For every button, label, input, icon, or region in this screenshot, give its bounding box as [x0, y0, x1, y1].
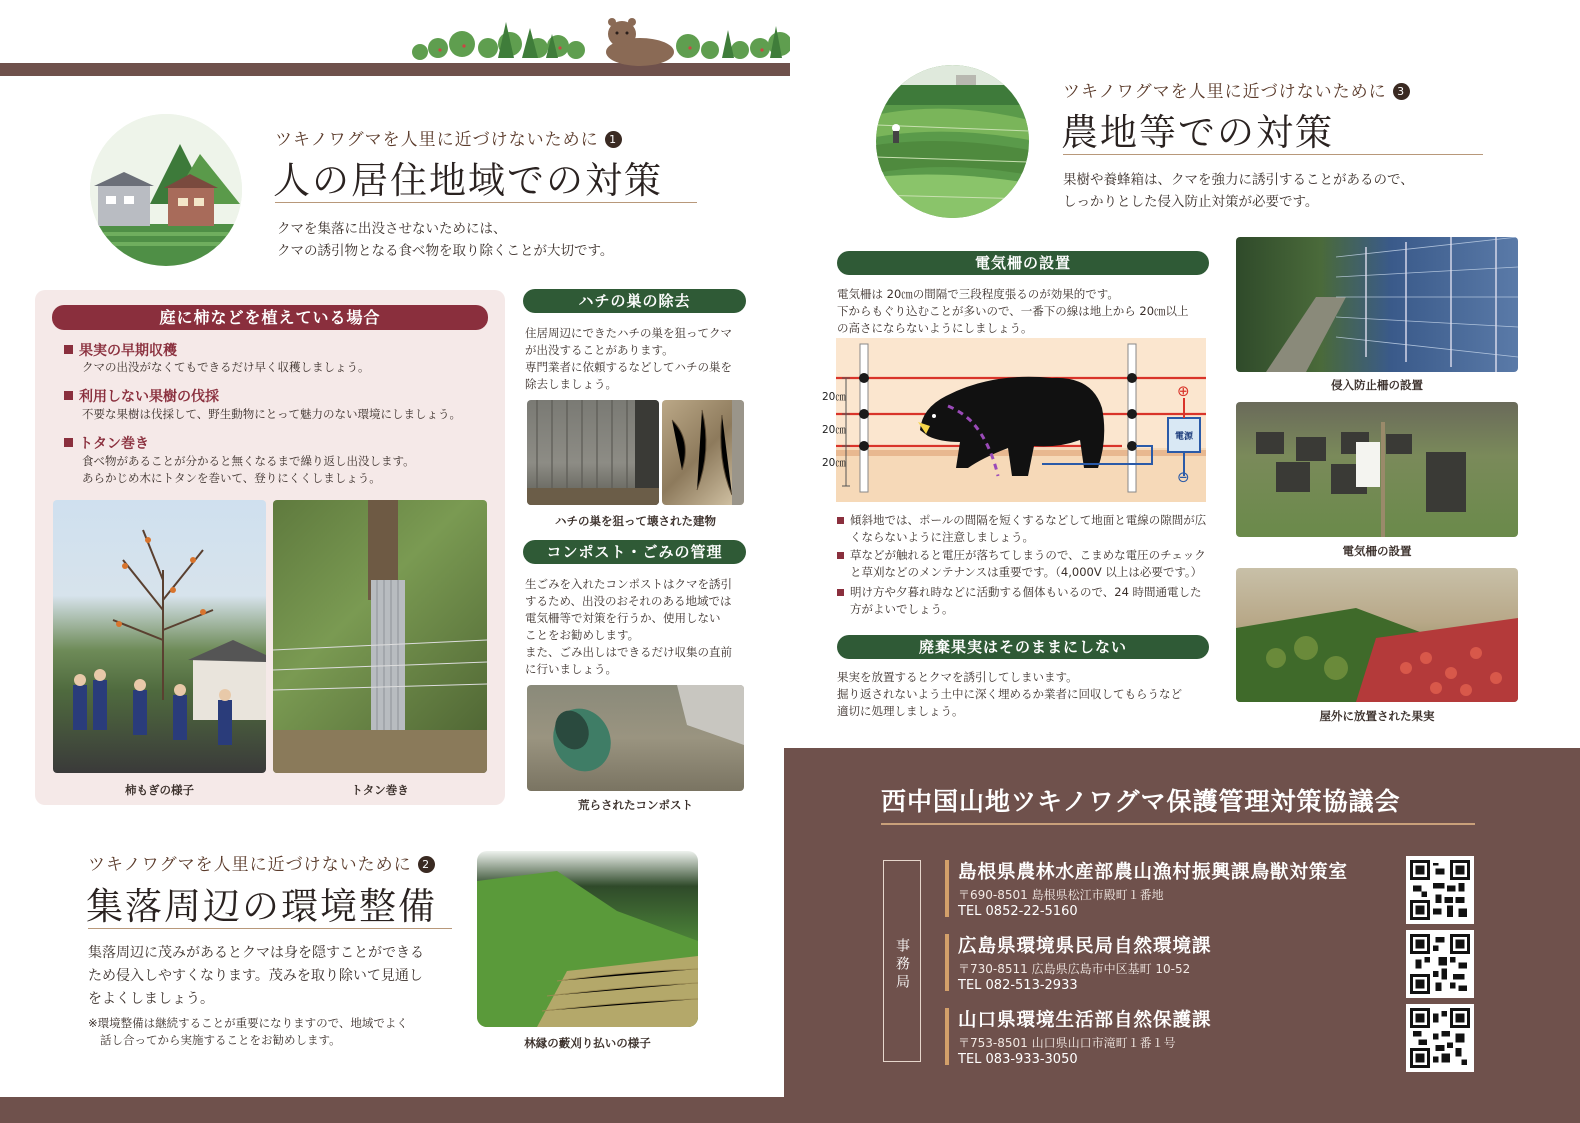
item-title-text: トタン巻き [79, 436, 149, 452]
office-accent-bar [945, 860, 949, 917]
body-line: するため、出没のおそれのある地域では [525, 594, 732, 608]
section2-body [88, 942, 424, 1011]
compost-body [525, 576, 732, 678]
beehive-fence-photo [1236, 402, 1518, 537]
section-number-badge: 2 [418, 856, 435, 873]
electric-fence-diagram [822, 338, 1206, 502]
section3-eyebrow [1063, 77, 1410, 102]
photo-caption: 屋外に放置された果実 [1319, 709, 1435, 723]
fence-spacing-label: 20㎝ [822, 457, 846, 469]
section1-eyebrow [275, 125, 622, 150]
section3-intro [1063, 169, 1414, 213]
section1-rule [275, 202, 697, 203]
qr-code-icon[interactable] [1406, 856, 1474, 924]
garden-heading: 庭に柿などを植えている場合 [52, 305, 488, 330]
garden-item-title [64, 386, 219, 406]
office-name: 島根県農林水産部農山漁村振興課鳥獣対策室 [958, 862, 1349, 883]
body-line: の高さにならないようにしましょう。 [837, 321, 1033, 335]
office-tel: TEL 0852-22-5160 [958, 904, 1078, 919]
photo-caption: 林縁の藪刈り払いの様子 [524, 1036, 651, 1050]
section2-title: 集落周辺の環境整備 [86, 885, 437, 928]
body-line: 適切に処理しましょう。 [837, 704, 964, 718]
fence-bullet [837, 584, 1209, 618]
discarded-fruit-photo [1236, 568, 1518, 702]
office-tel: TEL 082-513-2933 [958, 978, 1078, 993]
office-accent-bar [945, 934, 949, 991]
office-address: 〒690-8501 島根県松江市殿町１番地 [958, 888, 1164, 902]
compost-photo [527, 685, 744, 791]
photo-caption: トタン巻き [351, 783, 409, 797]
bear-icon [606, 18, 674, 66]
body-line: 食べ物があることが分かると無くなるまで繰り返し出没します。 [82, 454, 415, 468]
garden-item-body [82, 453, 415, 487]
garden-item-body: クマの出没がなくてもできるだけ早く収穫しましょう。 [82, 360, 370, 374]
bullet-line: と草刈などのメンテナンスは重要です。（4,000V 以上は必要です。） [850, 565, 1203, 579]
bullet-line: くならないように注意しましょう。 [850, 530, 1034, 544]
office-accent-bar [945, 1008, 949, 1065]
garden-item-title [64, 433, 149, 453]
intro-line: しっかりとした侵入防止対策が必要です。 [1063, 194, 1319, 210]
fence-heading: 電気柵の設置 [837, 251, 1209, 275]
fence-bullet [837, 512, 1209, 546]
office-tel: TEL 083-933-3050 [958, 1052, 1078, 1067]
qr-code-icon[interactable] [1406, 930, 1474, 998]
body-line: 下からもぐり込むことが多いので、一番下の線は地上から 20㎝以上 [837, 304, 1189, 318]
body-line: ことをお勧めします。 [525, 628, 640, 642]
minus-terminal-icon: ⊖ [1177, 468, 1190, 486]
farmland-illustration [876, 65, 1029, 218]
broken-nest-photo [662, 400, 744, 505]
body-line: に行いましょう。 [525, 662, 617, 676]
intro-line: 果樹や養蜂箱は、クマを強力に誘引することがあるので、 [1063, 172, 1414, 188]
body-line: 集落周辺に茂みがあるとクマは身を隠すことができる [88, 945, 424, 961]
waste-body [837, 669, 1182, 720]
office-name: 山口県環境生活部自然保護課 [958, 1010, 1212, 1031]
bullet-line: 草などが触れると電圧が落ちてしまうので、こまめな電圧のチェック [850, 548, 1206, 562]
power-source-label: 電源 [1174, 432, 1193, 442]
office-address: 〒753-8501 山口県山口市滝町１番１号 [958, 1036, 1176, 1050]
body-line: 除去しましょう。 [525, 377, 617, 391]
eyebrow-text: ツキノワグマを人里に近づけないために [1063, 82, 1387, 102]
council-name: 西中国山地ツキノワグマ保護管理対策協議会 [881, 787, 1401, 816]
body-line: あらかじめ木にトタンを巻いて、登りにくくしましょう。 [82, 471, 381, 485]
bottom-band [0, 1097, 790, 1123]
bullet-line: 方がよいでしょう。 [850, 602, 954, 616]
section3-rule [1063, 154, 1483, 155]
section1-title: 人の居住地域での対策 [273, 159, 663, 202]
plus-terminal-icon: ⊕ [1177, 382, 1190, 400]
body-line: ため侵入しやすくなります。茂みを取り除いて見通し [88, 968, 423, 984]
garden-item-title [64, 340, 177, 360]
photo-caption: ハチの巣を狙って壊された建物 [555, 514, 716, 528]
body-line: 電気柵は 20㎝の間隔で三段程度張るのが効果的です。 [837, 287, 1119, 301]
office-label: 事務局 [894, 938, 910, 992]
body-line: 果実を放置するとクマを誘引してしまいます。 [837, 670, 1078, 684]
damaged-building-photo [527, 400, 659, 505]
body-line: 住居周辺にできたハチの巣を狙ってクマ [525, 326, 732, 340]
body-line: また、ごみ出しはできるだけ収集の直前 [525, 645, 732, 659]
fence-spacing-label: 20㎝ [822, 424, 846, 436]
note-line: ※環境整備は継続することが重要になりますので、地域でよく [88, 1016, 408, 1030]
waste-heading: 廃棄果実はそのままにしない [837, 635, 1209, 659]
section2-eyebrow [88, 850, 435, 875]
photo-caption: 侵入防止柵の設置 [1331, 378, 1423, 392]
office-name: 広島県環境県民局自然環境課 [958, 936, 1212, 957]
fence-bullet [837, 547, 1209, 581]
item-title-text: 果実の早期収穫 [79, 343, 177, 359]
section3-title: 農地等での対策 [1061, 111, 1334, 154]
eyebrow-text: ツキノワグマを人里に近づけないために [88, 855, 412, 875]
bush-clearing-photo [477, 851, 698, 1027]
tin-wrap-photo [273, 500, 487, 773]
eyebrow-text: ツキノワグマを人里に近づけないために [275, 130, 599, 150]
treeline-illustration [410, 14, 790, 66]
item-title-text: 利用しない果樹の伐採 [79, 389, 219, 405]
persimmon-harvest-photo [53, 500, 266, 773]
qr-code-icon[interactable] [1406, 1004, 1474, 1072]
fence-body [837, 286, 1189, 337]
hornet-heading: ハチの巣の除去 [523, 289, 746, 313]
photo-caption: 電気柵の設置 [1342, 544, 1412, 558]
garden-item-body: 不要な果樹は伐採して、野生動物にとって魅力のない環境にしましょう。 [82, 407, 462, 421]
body-line: をよくしましょう。 [88, 991, 214, 1007]
section-number-badge: 1 [605, 131, 622, 148]
bullet-line: 明け方や夕暮れ時などに活動する個体もいるので、24 時間通電した [850, 585, 1202, 599]
council-rule [881, 823, 1475, 825]
section2-rule [88, 928, 452, 929]
body-line: が出没することがあります。 [525, 343, 674, 357]
body-line: 電気柵等で対策を行うか、使用しない [525, 611, 721, 625]
fence-net-photo [1236, 237, 1518, 372]
section2-note [88, 1015, 408, 1049]
village-illustration [90, 114, 242, 266]
body-line: 専門業者に依頼するなどしてハチの巣を [525, 360, 732, 374]
section1-intro [277, 218, 613, 262]
hornet-body [525, 325, 732, 393]
body-line: 掘り返されないよう土中に深く埋めるか業者に回収してもらうなど [837, 687, 1182, 701]
office-address: 〒730-8511 広島県広島市中区基町 10-52 [958, 962, 1191, 976]
photo-caption: 柿もぎの様子 [125, 783, 194, 797]
intro-line: クマの誘引物となる食べ物を取り除くことが大切です。 [277, 243, 614, 259]
intro-line: クマを集落に出没させないためには、 [277, 221, 507, 237]
fence-spacing-label: 20㎝ [822, 391, 846, 403]
body-line: 生ごみを入れたコンポストはクマを誘引 [525, 577, 732, 591]
photo-caption: 荒らされたコンポスト [578, 798, 693, 812]
section-number-badge: 3 [1393, 83, 1410, 100]
compost-heading: コンポスト・ごみの管理 [523, 540, 746, 564]
bullet-line: 傾斜地では、ポールの間隔を短くするなどして地面と電線の隙間が広 [850, 513, 1207, 527]
note-line: 話し合ってから実施することをお勧めします。 [100, 1033, 341, 1047]
